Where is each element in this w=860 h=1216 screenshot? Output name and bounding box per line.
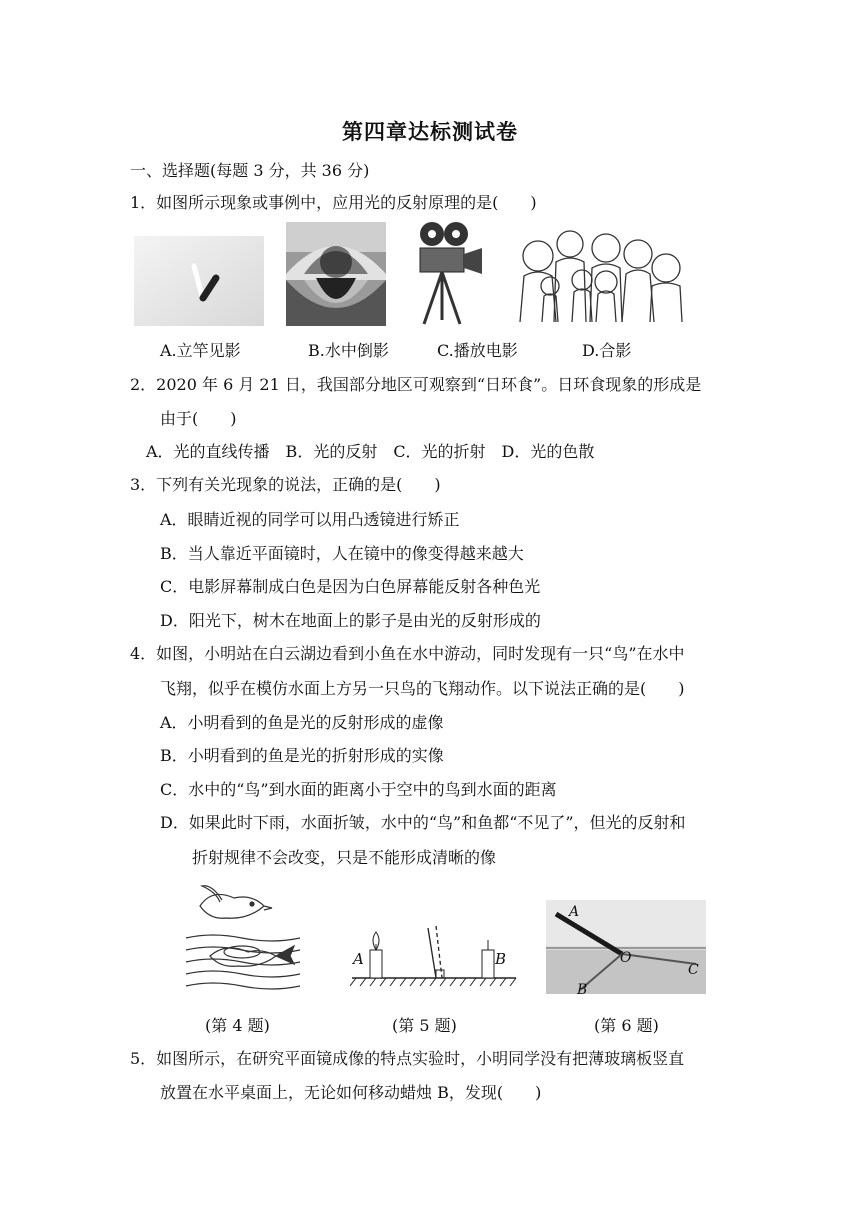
fig6-label-c: C (688, 962, 699, 978)
q1-caption-d: D.合影 (582, 341, 632, 360)
q4-stem-line1: 4．如图，小明站在白云湖边看到小鱼在水中游动，同时发现有一只“鸟”在水中 (130, 644, 685, 663)
q1-image-b-bridge-reflection (286, 222, 386, 326)
fig5-label-a: A (353, 950, 364, 968)
fig5-plane-mirror-experiment (350, 920, 518, 990)
fig6-caption: (第 6 题) (594, 1016, 659, 1035)
q4-option-d: D．如果此时下雨，水面折皱，水中的“鸟”和鱼都“不见了”，但光的反射和 (160, 813, 686, 832)
q4-option-c: C．水中的“鸟”到水面的距离小于空中的鸟到水面的距离 (160, 780, 557, 799)
q2-stem-line2: 由于( ) (160, 409, 237, 428)
q4-option-d-cont: 折射规律不会改变，只是不能形成清晰的像 (192, 848, 497, 867)
fig4-bird-fish-illustration (182, 880, 304, 992)
q5-stem-line1: 5．如图所示，在研究平面镜成像的特点实验时，小明同学没有把薄玻璃板竖直 (130, 1049, 685, 1068)
q2-stem-line1: 2．2020 年 6 月 21 日，我国部分地区可观察到“日环食”。日环食现象的形成是 (130, 375, 702, 394)
fig5-caption: (第 5 题) (392, 1016, 457, 1035)
q5-stem-line2: 放置在水平桌面上，无论如何移动蜡烛 B，发现( ) (160, 1083, 542, 1102)
fig6-label-a: A (569, 904, 580, 920)
q3-option-b: B．当人靠近平面镜时，人在镜中的像变得越来越大 (160, 544, 524, 563)
q1-stem: 1．如图所示现象或事例中，应用光的反射原理的是( ) (130, 193, 537, 212)
q3-option-d: D．阳光下，树木在地面上的影子是由光的反射形成的 (160, 611, 541, 630)
section-heading: 一、选择题(每题 3 分，共 36 分) (130, 161, 370, 180)
q1-caption-a: A.立竿见影 (160, 341, 241, 360)
q1-caption-b: B.水中倒影 (308, 341, 389, 360)
q2-options: A．光的直线传播 B．光的反射 C．光的折射 D．光的色散 (146, 442, 595, 461)
page-title: 第四章达标测试卷 (342, 119, 518, 144)
q1-image-c-movie-camera (414, 220, 486, 328)
q1-image-d-group-photo (510, 222, 686, 326)
fig6-label-b: B (577, 982, 588, 998)
fig4-caption: (第 4 题) (205, 1016, 270, 1035)
fig6-label-o: O (620, 950, 632, 966)
q1-caption-c: C.播放电影 (437, 341, 518, 360)
q4-stem-line2: 飞翔，似乎在模仿水面上方另一只鸟的飞翔动作。以下说法正确的是( ) (160, 679, 685, 698)
q3-option-c: C．电影屏幕制成白色是因为白色屏幕能反射各种色光 (160, 577, 541, 596)
fig5-label-b: B (495, 950, 507, 968)
q4-option-a: A．小明看到的鱼是光的反射形成的虚像 (160, 713, 444, 732)
q1-image-a-pole-shadow (134, 236, 264, 326)
q3-stem: 3．下列有关光现象的说法，正确的是( ) (130, 475, 441, 494)
q3-option-a: A．眼睛近视的同学可以用凸透镜进行矫正 (160, 510, 460, 529)
q4-option-b: B．小明看到的鱼是光的折射形成的实像 (160, 746, 444, 765)
